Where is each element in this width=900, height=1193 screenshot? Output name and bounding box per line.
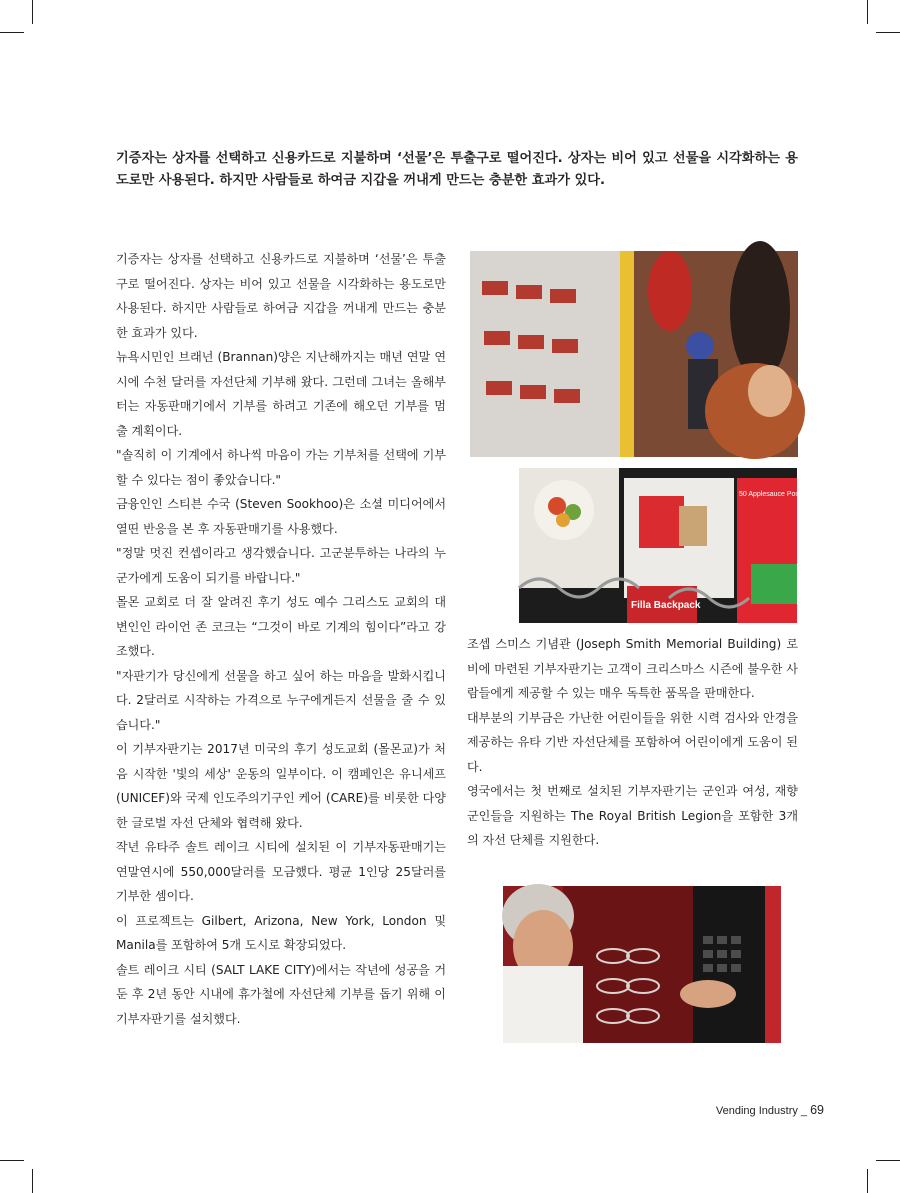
body-paragraph: 기증자는 상자를 선택하고 신용카드로 지불하며 ‘선물’은 투출구로 떨어진다. 상자는 비어 있고 선물을 시각화하는 용도로만 사용된다. 하지만 사람들로 하여금 지갑을 꺼내게 만드는 충분한 효과가 있다. [116, 252, 446, 340]
publication-name: Vending Industry _ [715, 1105, 808, 1117]
product-label-backpack: Filla Backpack [631, 600, 701, 611]
body-paragraph: 금융인인 스티븐 수국 (Steven Sookhoo)은 소셜 미디어에서 열띤 반응을 본 후 자동판매기를 사용했다. [116, 497, 446, 536]
crop-mark [32, 0, 33, 24]
page-footer [660, 1103, 824, 1117]
body-paragraph: 뉴욕시민인 브래넌 (Brannan)양은 지난해까지는 매년 연말 연시에 수천 달러를 자선단체 기부해 왔다. 그런데 그녀는 올해부터는 자동판매기에서 기부를 하려고 기존에 해오던 기부를 멈출 계획이다. [116, 350, 446, 438]
photo-crowd-at-vending-machine [470, 251, 798, 457]
body-paragraph: 솔트 레이크 시티 (SALT LAKE CITY)에서는 작년에 성공을 거둔 후 2년 동안 시내에 휴가철에 자선단체 기부를 돕기 위해 이 기부자판기를 설치했다. [116, 962, 446, 1026]
body-paragraph: 대부분의 기부금은 가난한 어린이들을 위한 시력 검사와 안경을 제공하는 유타 기반 자선단체를 포함하여 어린이에게 도움이 된다. [467, 710, 798, 774]
body-paragraph: 이 기부자판기는 2017년 미국의 후기 성도교회 (몰몬교)가 처음 시작한 '빛의 세상' 운동의 일부이다. 이 캠페인은 유니세프 (UNICEF)와 국제 인도주의기구인 케어 (CARE)를 비롯한 다양한 글로벌 자선 단체와 협력해 왔다. [116, 742, 446, 830]
crop-mark [867, 1169, 868, 1193]
body-paragraph: 작년 유타주 솔트 레이크 시티에 설치된 이 기부자동판매기는 연말연시에 550,000달러를 모금했다. 평균 1인당 25달러를 기부한 셈이다. [116, 840, 446, 903]
crop-mark [876, 1160, 900, 1161]
crop-mark [0, 32, 24, 33]
body-paragraph: "자판기가 당신에게 선물을 하고 싶어 하는 마음을 발화시킵니다. 2달러로 시작하는 가격으로 누구에게든지 선물을 줄 수 있습니다." [116, 668, 446, 732]
body-paragraph: "솔직히 이 기계에서 하나씩 마음이 가는 기부처를 선택에 기부할 수 있다는 점이 좋았습니다." [116, 448, 446, 487]
crop-mark [32, 1169, 33, 1193]
photo-man-at-keypad [503, 886, 781, 1043]
body-paragraph: "정말 멋진 컨셉이라고 생각했습니다. 고군분투하는 나라의 누군가에게 도움이 되기를 바랍니다." [116, 546, 446, 585]
body-paragraph: 영국에서는 첫 번째로 설치된 기부자판기는 군인과 여성, 재향 군인들을 지원하는 The Royal British Legion을 포함한 3개의 자선 단체를 지원한다. [467, 784, 798, 847]
crop-mark [0, 1160, 24, 1161]
body-column-left [116, 247, 446, 1031]
body-paragraph: 조셉 스미스 기념관 (Joseph Smith Memorial Building) 로비에 마련된 기부자판기는 고객이 크리스마스 시즌에 불우한 사람들에게 제공할 수 있는 매우 독특한 품목을 판매한다. [467, 637, 798, 700]
body-paragraph: 몰몬 교회로 더 잘 알려진 후기 성도 예수 그리스도 교회의 대변인인 라이언 존 코크는 “그것이 바로 기계의 힘이다”라고 강조했다. [116, 595, 446, 658]
crop-mark [876, 32, 900, 33]
photo-vending-items [519, 468, 815, 623]
body-column-right [467, 632, 798, 853]
lead-paragraph: 기증자는 상자를 선택하고 신용카드로 지불하며 ‘선물’은 투출구로 떨어진다. 상자는 비어 있고 선물을 시각화하는 용도로만 사용된다. 하지만 사람들로 하여금 지갑을 꺼내게 만드는 충분한 효과가 있다. [116, 151, 798, 188]
product-label-applesauce: 50 Applesauce Pouches [739, 491, 815, 498]
crop-mark [867, 0, 868, 24]
body-paragraph: 이 프로젝트는 Gilbert, Arizona, New York, London 및 Manila를 포함하여 5개 도시로 확장되었다. [116, 913, 446, 952]
page-number: 69 [810, 1103, 824, 1117]
